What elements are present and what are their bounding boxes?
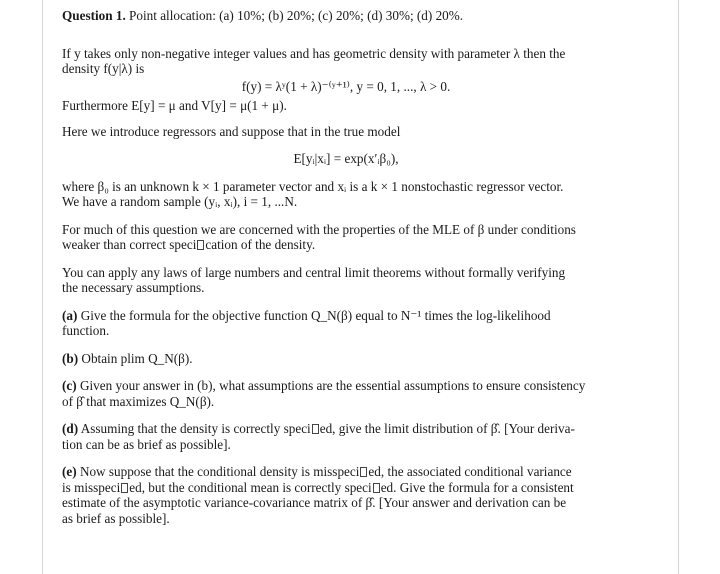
part-b (62, 351, 630, 367)
part-c-line-1 (62, 378, 630, 394)
where-paragraph (62, 179, 630, 210)
apply-line-2: the necessary assumptions. (62, 280, 205, 295)
moments-line: Furthermore E[y] = μ and V[y] = μ(1 + μ). (62, 98, 287, 113)
missing-glyph-icon (197, 240, 204, 250)
question-heading (62, 8, 630, 24)
part-e-text-b: ed, the associated conditional variance (368, 464, 572, 479)
part-a-line-2: function. (62, 323, 110, 338)
part-d-text-b: ed, give the limit distribution of β̂. [Your deriva- (319, 421, 575, 436)
part-e-text-a: Now suppose that the conditional density is misspeci (79, 464, 360, 479)
part-c-line-2: of β̂ that maximizes Q_N(β). (62, 393, 215, 409)
part-e-text-c: is misspeci (62, 479, 121, 495)
part-e-line-4: as brief as possible]. (62, 510, 170, 526)
part-d-line-2: tion can be as brief as possible]. (62, 436, 231, 452)
missing-glyph-icon (360, 467, 367, 477)
regressors-line: Here we introduce regressors and suppose that in the true model (62, 123, 401, 139)
concern-text-a: weaker than correct speci (62, 237, 197, 252)
concern-line-1: For much of this question we are concerned with the properties of the MLE of β under conditions (62, 221, 576, 237)
part-e-label: (e) (62, 464, 77, 479)
part-d-line-1 (62, 421, 630, 437)
missing-glyph-icon (121, 483, 128, 493)
question-document (62, 8, 630, 526)
concern-line-2 (62, 237, 630, 253)
model-equation: E[yᵢ|xᵢ] = exp(x′ᵢβ₀), (293, 151, 399, 166)
part-e-line-2 (62, 480, 630, 496)
intro-paragraph (62, 46, 630, 77)
point-allocation: Point allocation: (a) 10%; (b) 20%; (c) 20%; (d) 30%; (d) 20%. (129, 8, 464, 23)
part-d-text-a: Assuming that the density is correctly speci (80, 421, 311, 436)
right-border-line (678, 0, 679, 574)
part-b-label: (b) (62, 350, 79, 366)
concern-paragraph (62, 222, 630, 253)
where-line-2: We have a random sample (yᵢ, xᵢ), i = 1, ...N. (62, 194, 298, 209)
apply-paragraph (62, 265, 630, 296)
part-a-line-1 (62, 308, 630, 324)
part-b-text: Obtain plim Q_N(β). (81, 350, 193, 366)
part-d (62, 421, 630, 452)
part-e-text-e: ed. Give the formula for a consistent (380, 479, 574, 495)
where-line-1: where β₀ is an unknown k × 1 parameter vector and xᵢ is a k × 1 nonstochastic regressor vector. (62, 178, 564, 194)
apply-line-1: You can apply any laws of large numbers and central limit theorems without formally verifying (62, 264, 566, 280)
missing-glyph-icon (312, 424, 319, 434)
part-a (62, 308, 630, 339)
part-e-line-3: estimate of the asymptotic variance-covariance matrix of β̂. [Your answer and derivation can be (62, 495, 567, 510)
part-e-text-d: ed, but the conditional mean is correctly speci (129, 479, 372, 495)
part-e (62, 464, 630, 526)
part-d-label: (d) (62, 421, 79, 436)
question-label: Question 1. (62, 8, 126, 23)
part-c (62, 378, 630, 409)
part-a-label: (a) (62, 307, 78, 323)
density-equation: f(y) = λʸ(1 + λ)⁻⁽ʸ⁺¹⁾, y = 0, 1, ..., λ > 0. (241, 78, 451, 94)
part-e-line-1 (62, 464, 630, 480)
part-c-label: (c) (62, 378, 77, 393)
part-c-text: Given your answer in (b), what assumptions are the essential assumptions to ensure consistency (79, 378, 586, 393)
intro-line-2: density f(y|λ) is (62, 61, 145, 76)
missing-glyph-icon (373, 483, 380, 493)
part-a-text: Give the formula for the objective function Q_N(β) equal to N⁻¹ times the log-likelihood (80, 307, 551, 323)
left-border-line (42, 0, 43, 574)
concern-text-b: cation of the density. (205, 237, 316, 252)
intro-line-1: If y takes only non-negative integer values and has geometric density with parameter λ then the (62, 45, 566, 61)
